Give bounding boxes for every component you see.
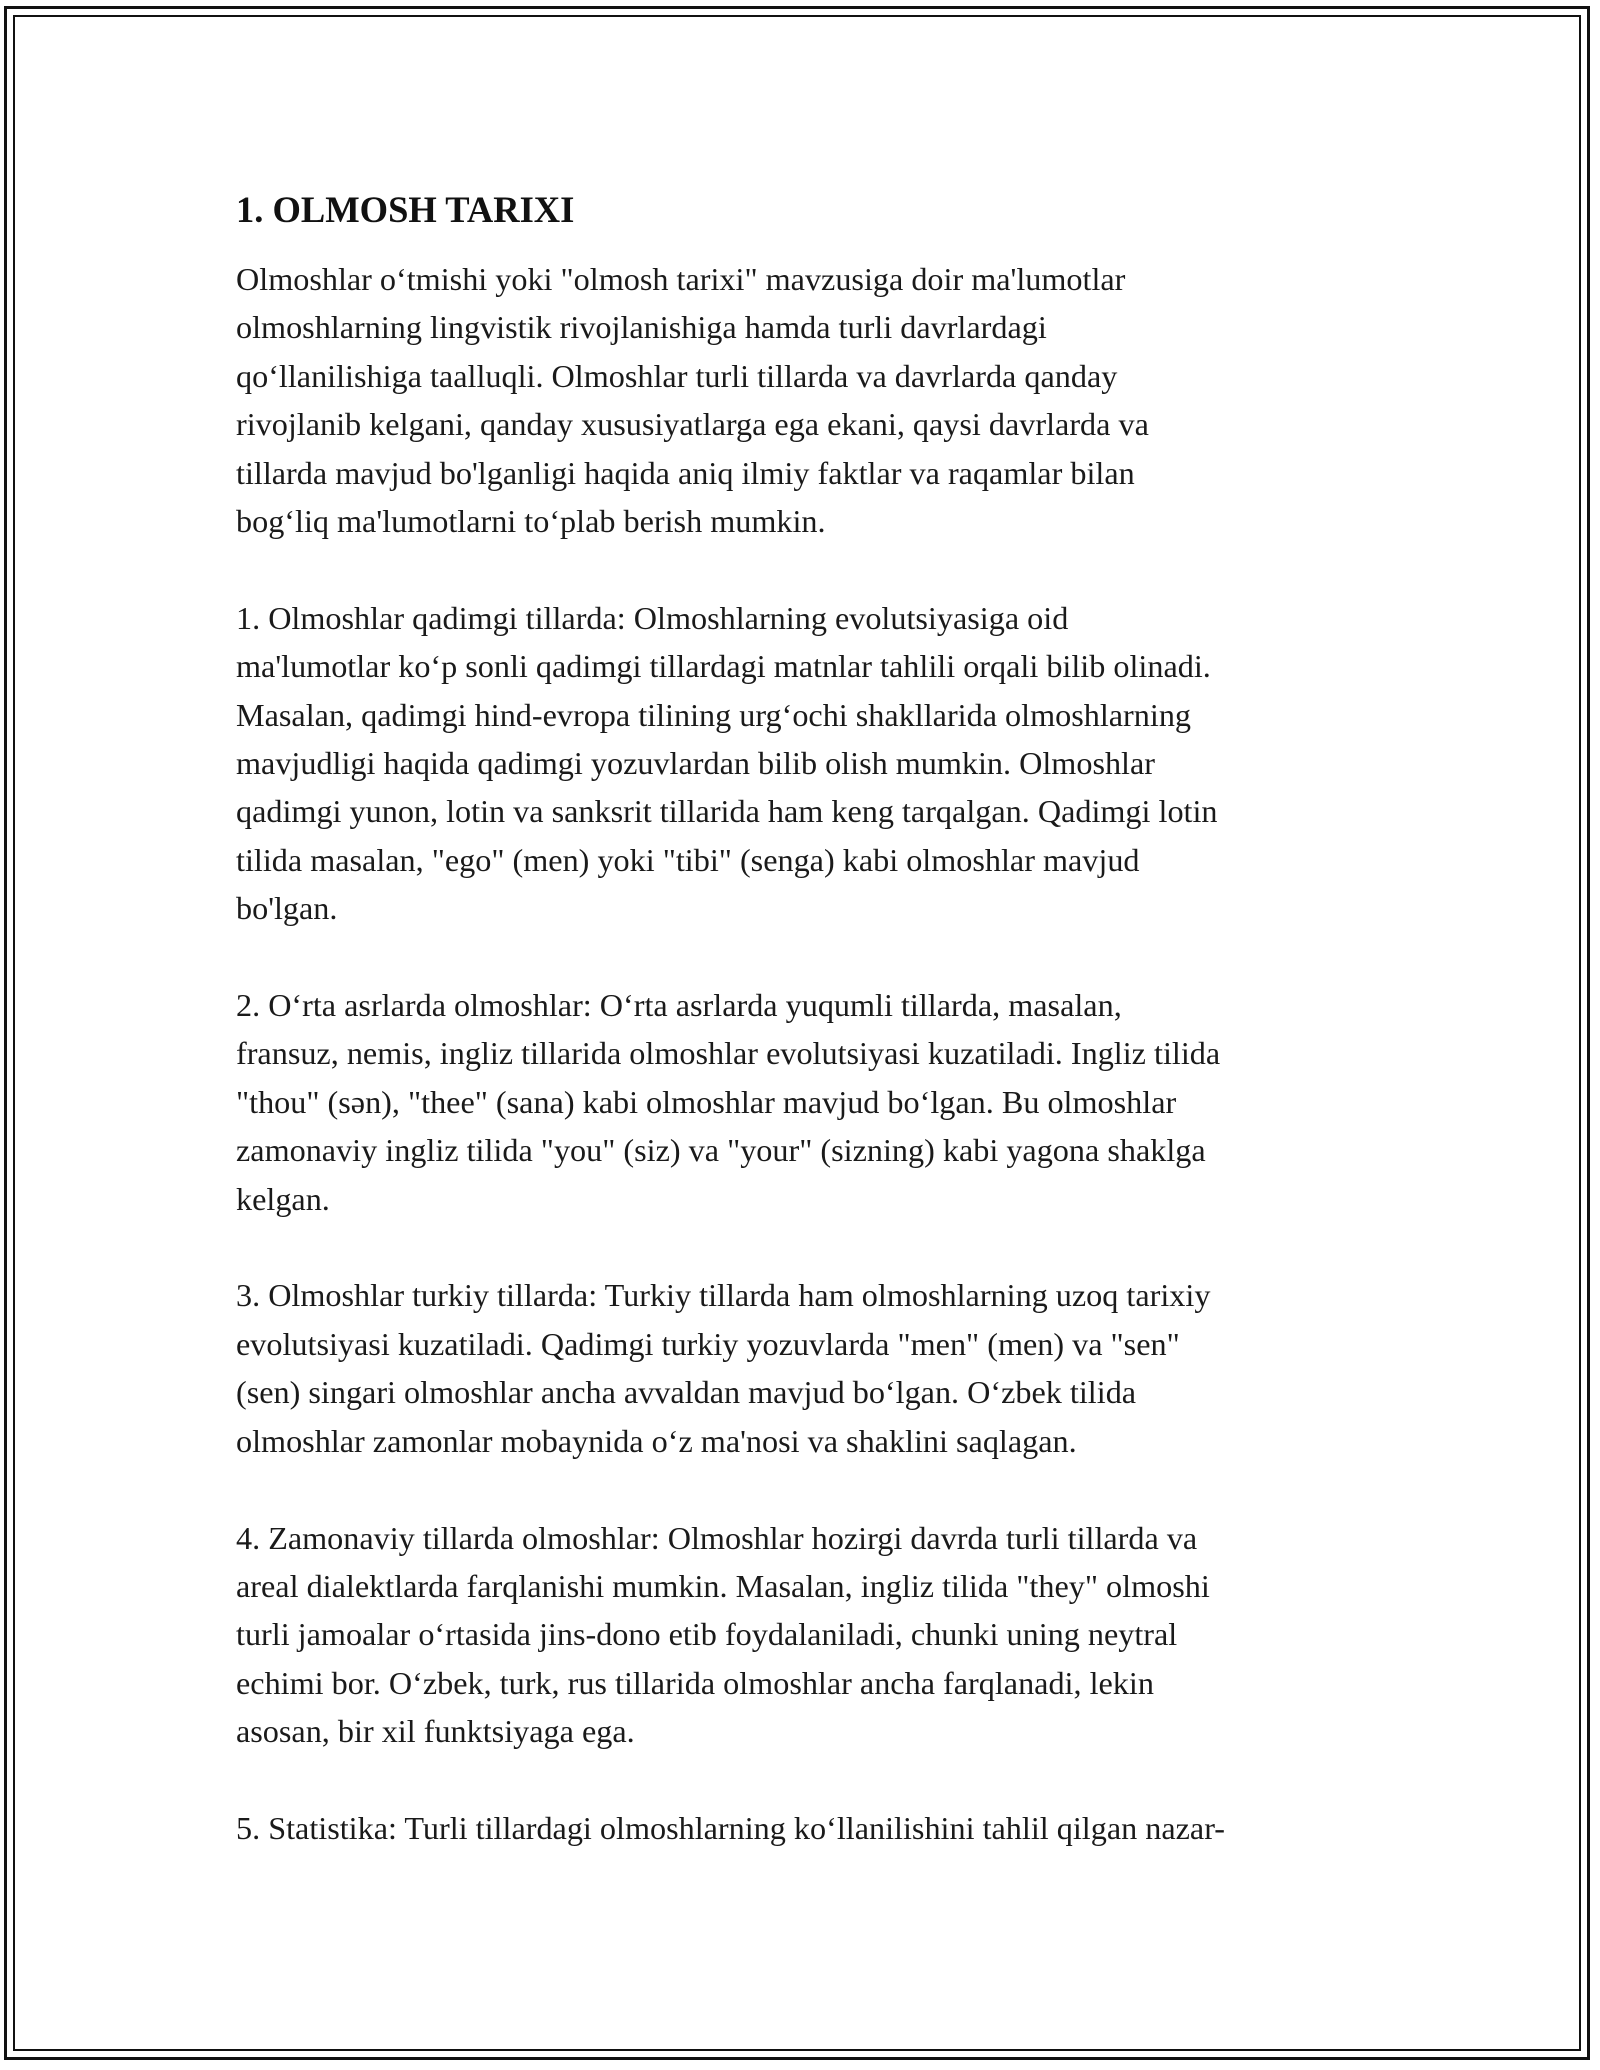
text-line: evolutsiyasi kuzatiladi. Qadimgi turkiy yozuvlarda "men" (men) va "sen" [236,1325,1180,1362]
text-line: ma'lumotlar ko‘p sonli qadimgi tillardagi matnlar tahlili orqali bilib olinadi. [236,648,1211,685]
text-line: bog‘liq ma'lumotlarni to‘plab berish mumkin. [236,503,826,540]
text-line: mavjudligi haqida qadimgi yozuvlardan bilib olish mumkin. Olmoshlar [236,745,1156,782]
paragraph-middle-ages [236,981,1376,1223]
text-line: 2. O‘rta asrlarda olmoshlar: O‘rta asrlarda yuqumli tillarda, masalan, [236,987,1122,1024]
text-line: olmoshlar zamonlar mobaynida o‘z ma'nosi va shaklini saqlagan. [236,1422,1077,1459]
text-line: rivojlanib kelgani, qanday xususiyatlarga ega ekani, qaysi davrlarda va [236,406,1149,443]
text-line: qadimgi yunon, lotin va sanksrit tillarida ham keng tarqalgan. Qadimgi lotin [236,793,1218,830]
text-line: asosan, bir xil funktsiyaga ega. [236,1713,635,1750]
document-body [236,186,1376,1852]
text-line: bo'lgan. [236,890,338,927]
text-line: (sen) singari olmoshlar ancha avvaldan mavjud bo‘lgan. O‘zbek tilida [236,1374,1137,1411]
text-line: tilida masalan, "ego" (men) yoki "tibi" (senga) kabi olmoshlar mavjud [236,841,1140,878]
paragraph-turkic-languages [236,1271,1376,1465]
paragraph-modern-languages [236,1514,1376,1756]
intro-paragraph [236,255,1376,545]
text-line: Olmoshlar o‘tmishi yoki "olmosh tarixi" mavzusiga doir ma'lumotlar [236,261,1126,297]
text-line: 4. Zamonaviy tillarda olmoshlar: Olmoshlar hozirgi davrda turli tillarda va [236,1519,1198,1556]
text-line: turli jamoalar o‘rtasida jins-dono etib foydalaniladi, chunki uning neytral [236,1616,1178,1653]
paragraph-statistics [236,1804,1376,1852]
paragraph-ancient-languages [236,594,1376,933]
text-line: qo‘llanilishiga taalluqli. Olmoshlar turli tillarda va davrlarda qanday [236,357,1118,394]
text-line: tillarda mavjud bo'lganligi haqida aniq ilmiy faktlar va raqamlar bilan [236,454,1135,491]
text-line: zamonaviy ingliz tilida "you" (siz) va "your" (sizning) kabi yagona shaklga [236,1132,1206,1169]
text-line: 5. Statistika: Turli tillardagi olmoshlarning ko‘llanilishini tahlil qilgan nazar- [236,1809,1226,1846]
text-line: "thou" (sən), "thee" (sana) kabi olmoshlar mavjud bo‘lgan. Bu olmoshlar [236,1083,1177,1120]
text-line: 3. Olmoshlar turkiy tillarda: Turkiy tillarda ham olmoshlarning uzoq tarixiy [236,1277,1211,1314]
text-line: areal dialektlarda farqlanishi mumkin. Masalan, ingliz tilida "they" olmoshi [236,1567,1210,1604]
text-line: olmoshlarning lingvistik rivojlanishiga hamda turli davrlardagi [236,309,1047,346]
text-line: Masalan, qadimgi hind-evropa tilining urg‘ochi shakllarida olmoshlarning [236,696,1192,733]
text-line: echimi bor. O‘zbek, turk, rus tillarida olmoshlar ancha farqlanadi, lekin [236,1664,1154,1701]
text-line: 1. Olmoshlar qadimgi tillarda: Olmoshlarning evolutsiyasiga oid [236,599,1069,636]
text-line: fransuz, nemis, ingliz tillarida olmoshlar evolutsiyasi kuzatiladi. Ingliz tilida [236,1035,1221,1072]
text-line: kelgan. [236,1180,330,1217]
section-heading: 1. OLMOSH TARIXI [236,189,575,230]
